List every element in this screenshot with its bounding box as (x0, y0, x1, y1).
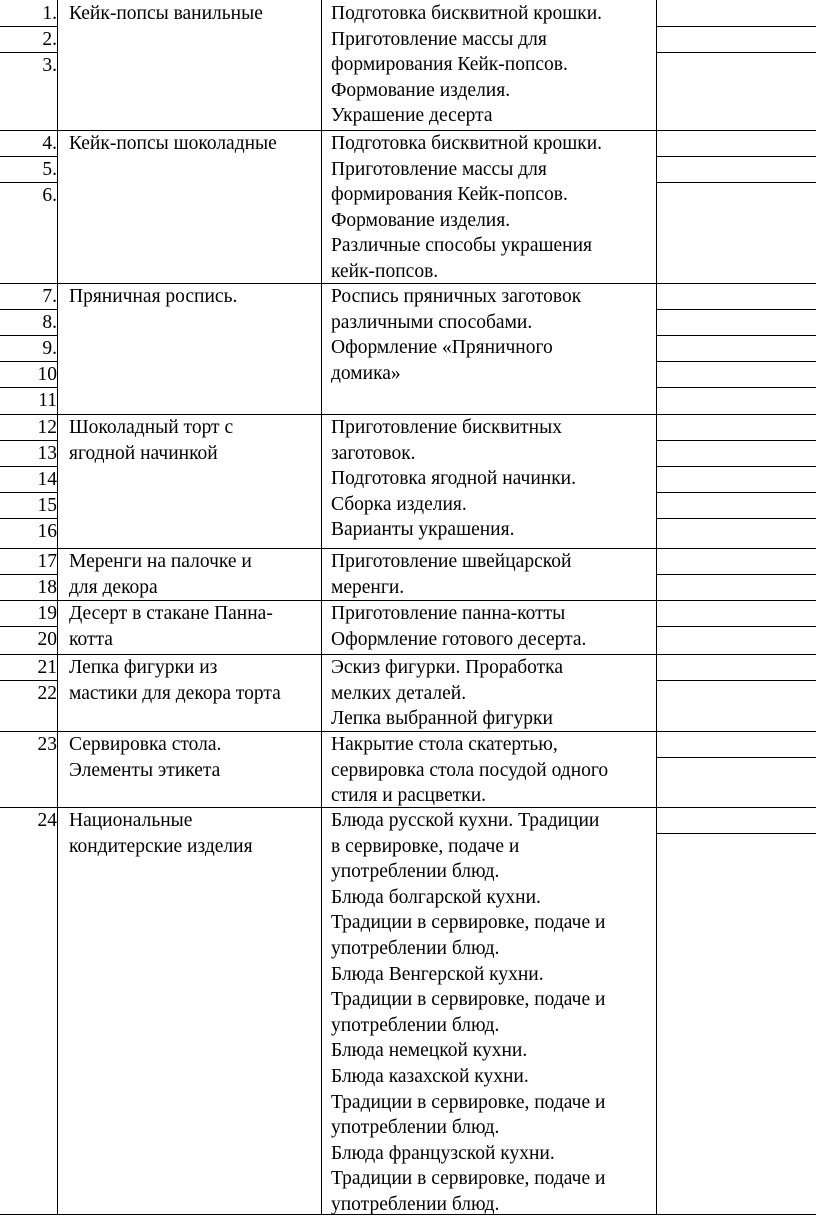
topic-line: Элементы этикета (69, 759, 221, 781)
topic-line: Кейк-попсы ванильные (69, 3, 263, 24)
topic-line: Меренги на палочке и (69, 551, 252, 572)
topic-line: Сервировка стола. (69, 734, 222, 755)
content-line: домика» (331, 362, 401, 384)
lesson-number: 3. (42, 55, 57, 76)
content-line: Украшение десерта (331, 105, 493, 127)
subrow-border (656, 492, 816, 493)
content-line: Роспись пряничных заготовок (331, 286, 582, 307)
content-cell (331, 655, 563, 732)
lesson-number: 7. (42, 286, 57, 307)
topic-line: Национальные (69, 810, 193, 831)
topic-cell (69, 549, 252, 600)
topic-cell (69, 1, 263, 27)
topic-cell (69, 415, 233, 466)
content-cell (331, 549, 571, 600)
content-line: в сервировке, подаче и (331, 835, 520, 857)
topic-cell (69, 655, 281, 706)
lesson-number: 22 (37, 683, 57, 704)
subrow-border (656, 757, 816, 758)
column-border-middle (321, 0, 322, 1214)
content-line: употреблении блюд. (331, 1193, 500, 1215)
content-line: Блюда казахской кухни. (331, 1065, 529, 1087)
lesson-number: 16 (37, 521, 57, 542)
content-line: Блюда французской кухни. (331, 1142, 555, 1164)
content-cell (331, 415, 576, 543)
content-line: заготовок. (331, 442, 416, 464)
content-line: Лепка выбранной фигурки (331, 708, 553, 730)
content-line: Традиции в сервировке, подаче и (331, 912, 606, 934)
topic-line: ягодной начинкой (69, 442, 218, 464)
lesson-number: 12 (37, 417, 57, 438)
content-cell (331, 808, 605, 1218)
content-line: Традиции в сервировке, подаче и (331, 989, 606, 1011)
lesson-number: 15 (37, 495, 57, 516)
subrow-border (656, 387, 816, 388)
content-line: Сборка изделия. (331, 493, 467, 515)
subrow-border (656, 833, 816, 834)
content-line: Эскиз фигурки. Проработка (331, 657, 564, 678)
lesson-number: 23 (37, 734, 57, 755)
subrow-border (656, 309, 816, 310)
lesson-number: 20 (37, 629, 57, 650)
content-line: употреблении блюд. (331, 937, 500, 959)
lesson-number: 11 (38, 390, 57, 411)
content-line: формирования Кейк-попсов. (331, 54, 568, 76)
content-line: Приготовление панна-котты (331, 603, 566, 624)
content-line: различными способами. (331, 311, 533, 333)
subrow-border (656, 466, 816, 467)
content-line: Приготовление швейцарской (331, 551, 572, 572)
lesson-number: 14 (37, 469, 57, 490)
topic-line: Шоколадный торт с (69, 417, 234, 438)
topic-cell (69, 732, 221, 783)
content-line: Подготовка бисквитной крошки. (331, 3, 603, 24)
content-line: Приготовление массы для (331, 158, 547, 180)
lesson-number: 6. (42, 185, 57, 206)
subrow-border (656, 518, 816, 519)
subrow-border (656, 574, 816, 575)
lesson-number: 24 (37, 810, 57, 831)
topic-cell (69, 808, 253, 859)
content-cell (331, 732, 608, 809)
content-line: мелких деталей. (331, 682, 467, 704)
subrow-border (656, 440, 816, 441)
lesson-number: 10 (37, 364, 57, 385)
subrow-border (656, 156, 816, 157)
lesson-number: 5. (42, 159, 57, 180)
content-line: Подготовка бисквитной крошки. (331, 133, 603, 154)
content-line: сервировка стола посудой одного (331, 759, 609, 781)
content-cell (331, 131, 602, 285)
topic-cell (69, 131, 277, 157)
content-line: Формование изделия. (331, 79, 511, 101)
lesson-number: 4. (42, 133, 57, 154)
content-line: Формование изделия. (331, 209, 511, 231)
subrow-border (656, 335, 816, 336)
content-line: Различные способы украшения (331, 235, 593, 257)
subrow-border (656, 626, 816, 627)
content-line: Варианты украшения. (331, 519, 515, 541)
content-line: Оформление готового десерта. (331, 628, 587, 650)
lesson-number: 21 (37, 657, 57, 678)
content-line: Приготовление бисквитных (331, 417, 562, 438)
lesson-number: 13 (37, 443, 57, 464)
content-line: меренги. (331, 576, 405, 598)
content-line: употреблении блюд. (331, 1117, 500, 1139)
subrow-border (656, 182, 816, 183)
content-line: Накрытие стола скатертью, (331, 734, 558, 755)
topic-cell (69, 601, 273, 652)
content-cell (331, 1, 602, 129)
subrow-border (656, 26, 816, 27)
content-line: Подготовка ягодной начинки. (331, 468, 576, 490)
content-cell (331, 284, 581, 386)
content-line: кейк-попсов. (331, 260, 439, 282)
content-line: Приготовление массы для (331, 28, 547, 50)
topic-line: кондитерские изделия (69, 835, 253, 857)
lesson-number: 18 (37, 577, 57, 598)
topic-line: котта (69, 628, 113, 650)
lesson-number: 1. (42, 3, 57, 24)
content-line: Блюда немецкой кухни. (331, 1040, 528, 1062)
lesson-number: 17 (37, 551, 57, 572)
content-line: стиля и расцветки. (331, 785, 487, 807)
content-line: Традиции в сервировке, подаче и (331, 1091, 606, 1113)
lesson-number: 9. (42, 338, 57, 359)
topic-line: Кейк-попсы шоколадные (69, 133, 277, 154)
lesson-number: 8. (42, 312, 57, 333)
content-line: Традиции в сервировке, подаче и (331, 1168, 606, 1190)
content-cell (331, 601, 586, 652)
content-line: Блюда русской кухни. Традиции (331, 810, 600, 831)
subrow-border (656, 361, 816, 362)
content-line: Блюда Венгерской кухни. (331, 963, 544, 985)
content-line: формирования Кейк-попсов. (331, 184, 568, 206)
topic-line: мастики для декора торта (69, 682, 281, 704)
topic-line: для декора (69, 576, 158, 598)
lesson-number: 19 (37, 603, 57, 624)
content-line: Блюда болгарской кухни. (331, 886, 541, 908)
content-line: Оформление «Пряничного (331, 337, 553, 359)
topic-line: Пряничная роспись. (69, 286, 238, 307)
subrow-border (656, 52, 816, 53)
content-line: употреблении блюд. (331, 861, 500, 883)
lesson-number: 2. (42, 29, 57, 50)
column-border-left (57, 0, 58, 1214)
subrow-border (656, 680, 816, 681)
content-line: употреблении блюд. (331, 1014, 500, 1036)
topic-line: Десерт в стакане Панна- (69, 603, 273, 624)
topic-line: Лепка фигурки из (69, 657, 218, 678)
topic-cell (69, 284, 237, 310)
